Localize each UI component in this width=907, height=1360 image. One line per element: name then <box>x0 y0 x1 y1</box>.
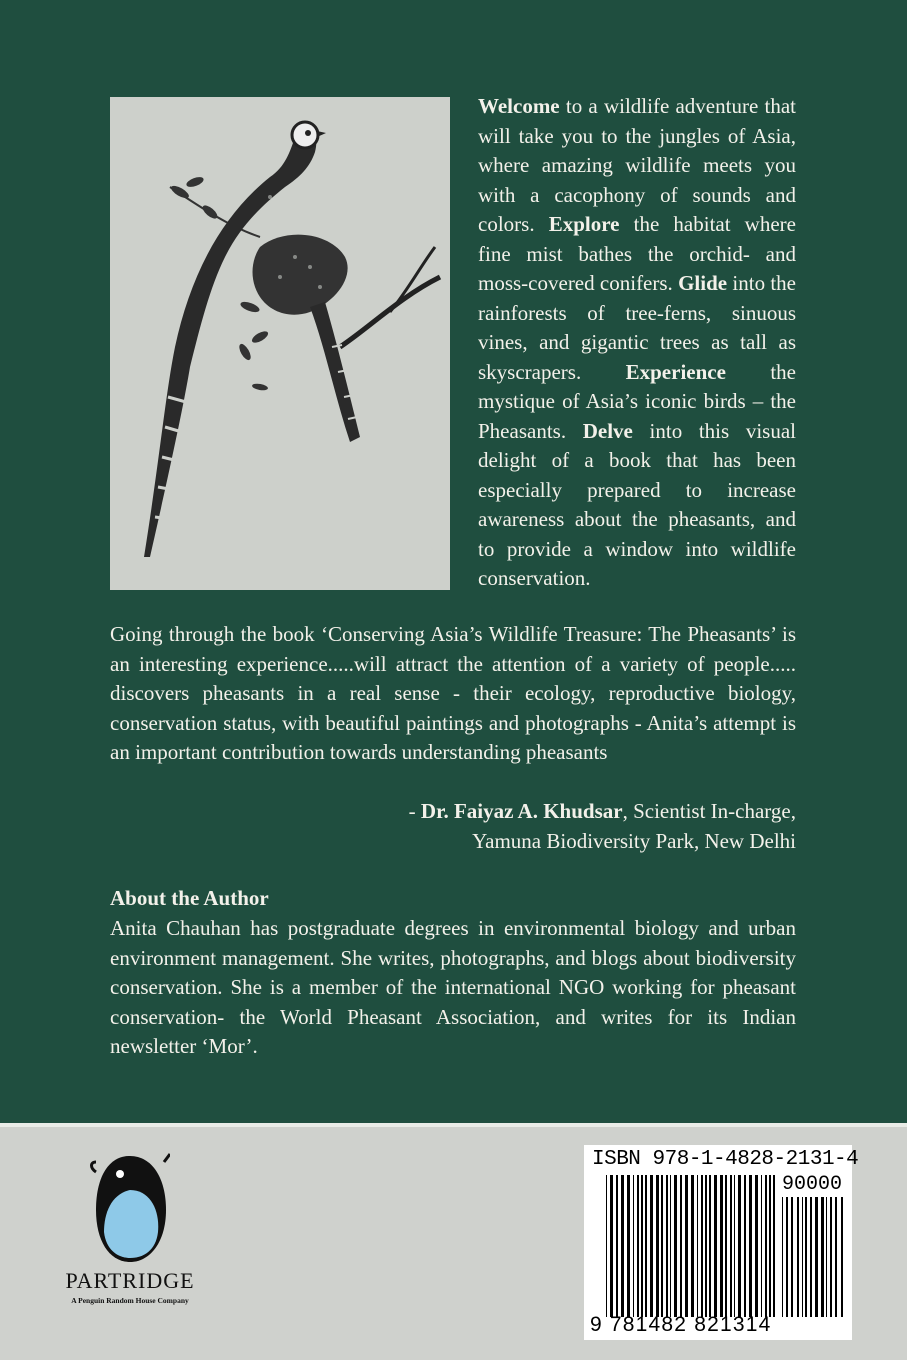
barcode-bar <box>802 1197 803 1317</box>
barcode-bar <box>697 1175 698 1317</box>
barcode-bar <box>835 1197 837 1317</box>
price-code: 90000 <box>781 1173 842 1196</box>
barcode-bar <box>791 1197 793 1317</box>
barcode-bar <box>815 1197 818 1317</box>
barcode-bar <box>714 1175 717 1317</box>
intro-segment: Explore <box>548 212 620 236</box>
barcode-bar <box>810 1197 812 1317</box>
pheasant-illustration <box>110 97 450 590</box>
barcode-bar <box>786 1197 788 1317</box>
barcode-bar <box>670 1175 671 1317</box>
barcode-digits: 9 781482 821314 <box>590 1313 772 1336</box>
barcode-bar <box>782 1197 783 1317</box>
barcode-bar <box>797 1197 799 1317</box>
publisher-tagline: A Penguin Random House Company <box>71 1296 189 1305</box>
barcode-bar <box>627 1175 630 1317</box>
barcode-bar <box>761 1175 762 1317</box>
intro-segment: Welcome <box>478 94 560 118</box>
barcode-bar <box>734 1175 735 1317</box>
barcode-bar <box>685 1175 688 1317</box>
barcode-bar <box>691 1175 694 1317</box>
pheasant-drawing <box>110 97 450 590</box>
price-barcode-bars <box>782 1197 844 1317</box>
barcode-bar <box>749 1175 752 1317</box>
intro-segment: to a wildlife adventure that will take you to the jungles of Asia, where amazing wildlife meets you with a cacophony of sounds and colors. <box>478 94 796 236</box>
reviewer-role: , Scientist In-charge, <box>622 799 796 823</box>
barcode-bar <box>674 1175 677 1317</box>
barcode-bar <box>769 1175 771 1317</box>
barcode-bar <box>621 1175 624 1317</box>
barcode-bar <box>744 1175 746 1317</box>
intro-segment: into the rainforests of tree-ferns, sinuous vines, and gigantic trees as tall as skyscrapers. <box>478 271 797 384</box>
barcode-bar <box>656 1175 659 1317</box>
barcode-bar <box>805 1197 807 1317</box>
barcode-bar <box>661 1175 663 1317</box>
isbn-label: ISBN 978-1-4828-2131-4 <box>592 1148 859 1171</box>
barcode-bar <box>738 1175 741 1317</box>
intro-segment: into this visual delight of a book that has been especially prepared to increase awareness about the pheasants, and to provide a window into wildlife conservation. <box>478 418 796 590</box>
barcode-bar <box>826 1197 827 1317</box>
about-author-title: About the Author <box>110 886 269 910</box>
barcode-bar <box>755 1175 758 1317</box>
intro-segment: Delve <box>582 418 633 443</box>
barcode-bar <box>641 1175 643 1317</box>
intro-segment: the habitat where fine mist bathes the orchid- and moss-covered conifers. <box>478 212 796 295</box>
review-quote: Going through the book ‘Conserving Asia’s Wildlife Treasure: The Pheasants’ is an interesting experience.....will attract the attention of a variety of people..... discovers pheasants in a real sense - their ecology, reproductive biology, conservation status, with beautiful paintings and photographs - Anita’s attempt is an important contribution towards understanding pheasants <box>110 622 796 764</box>
barcode-bar <box>645 1175 647 1317</box>
barcode-bar <box>610 1175 613 1317</box>
barcode-bar <box>841 1197 843 1317</box>
barcode-bar <box>821 1197 824 1317</box>
attribution-line-1 <box>300 797 796 827</box>
isbn-barcode <box>584 1145 859 1340</box>
barcode-bar <box>633 1175 634 1317</box>
barcode-bar <box>606 1175 607 1317</box>
barcode-bar <box>637 1175 639 1317</box>
barcode-bar <box>830 1197 832 1317</box>
barcode-bar <box>730 1175 732 1317</box>
intro-paragraph <box>478 92 796 594</box>
about-author-text: Anita Chauhan has postgraduate degrees in environmental biology and urban environment management. She writes, photographs, and blogs about biodiversity conservation. She is a member of the international NGO working for pheasant conservation- the World Pheasant Association, and writes for its Indian newsletter ‘Mor’. <box>110 916 796 1058</box>
reviewer-name: Dr. Faiyaz A. Khudsar <box>420 799 623 823</box>
publisher-logo <box>50 1150 210 1310</box>
barcode-bar <box>680 1175 682 1317</box>
barcode-bar <box>720 1175 723 1317</box>
barcode-bar <box>705 1175 707 1317</box>
barcode-bar <box>725 1175 727 1317</box>
intro-segment: Glide <box>678 271 728 295</box>
barcode-bars <box>606 1175 778 1317</box>
partridge-bird-icon <box>90 1150 170 1272</box>
barcode-bar <box>709 1175 711 1317</box>
barcode-bar <box>701 1175 703 1317</box>
publisher-name: PARTRIDGE <box>65 1268 195 1293</box>
barcode-bar <box>773 1175 775 1317</box>
intro-segment: Experience <box>625 359 726 384</box>
barcode-bar <box>765 1175 767 1317</box>
barcode-bar <box>666 1175 668 1317</box>
intro-segment: the mystique of Asia’s iconic birds – the Pheasants. <box>478 359 796 443</box>
quote-attribution <box>300 797 796 856</box>
barcode-bar <box>650 1175 653 1317</box>
attribution-prefix: - <box>408 799 421 823</box>
barcode-bar <box>616 1175 618 1317</box>
reviewer-place: Yamuna Biodiversity Park, New Delhi <box>472 828 796 853</box>
